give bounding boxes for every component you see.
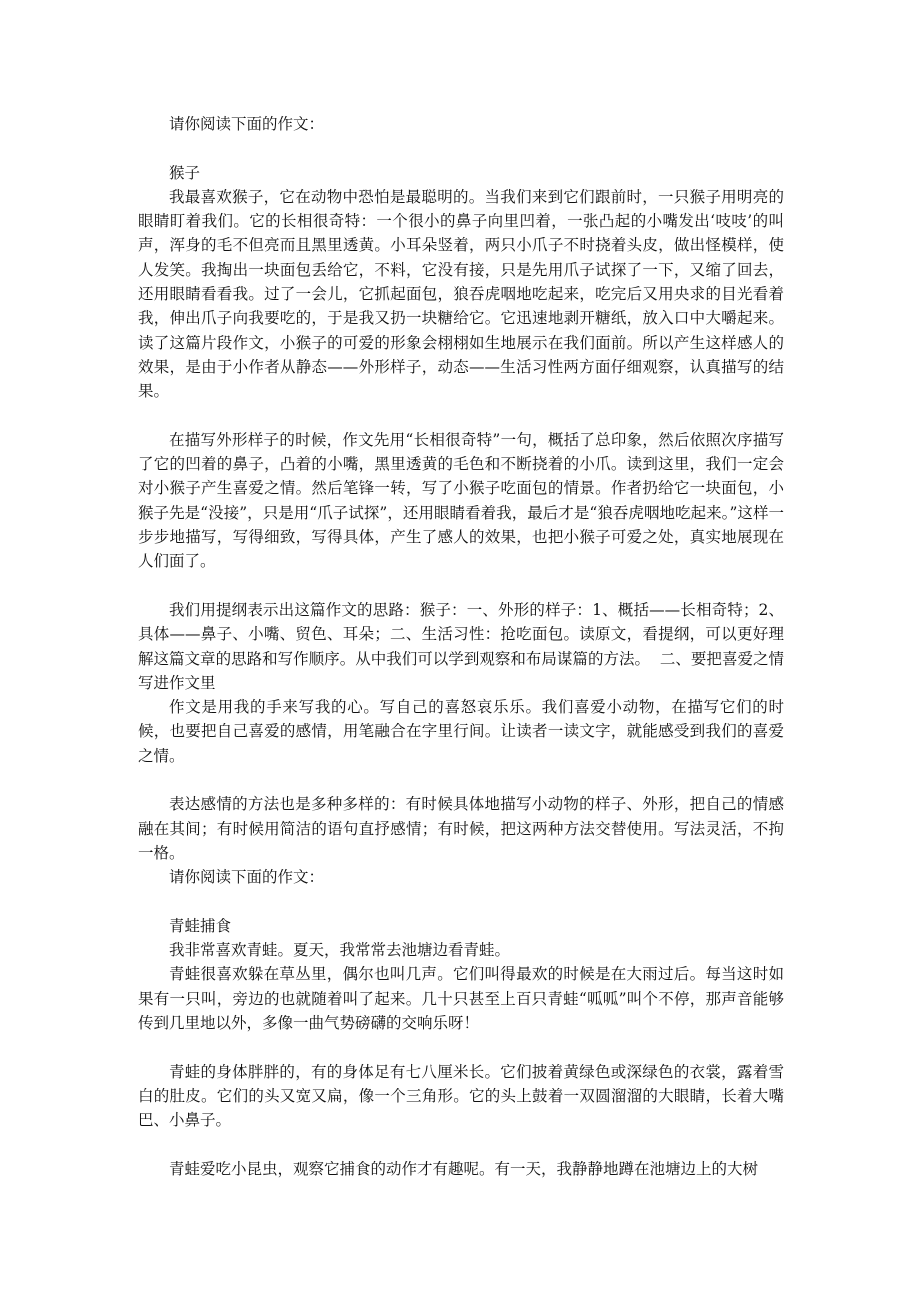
reading-prompt: 请你阅读下面的作文： [169, 115, 325, 133]
paragraph-gap [138, 1132, 784, 1156]
paragraph-gap [138, 136, 784, 160]
essay-paragraph: 我最喜欢猴子，它在动物中恐怕是最聪明的。当我们来到它们跟前时，一只猴子用明亮的眼睛盯着我们。它的长相很奇特：一个很小的鼻子向里凹着，一张凸起的小嘴发出‘吱吱’的叫声，浑身的毛不但亮而且黑里透黄。小耳朵竖着，两只小爪子不时挠着头皮，做出怪模样，使人发笑。我掏出一块面包丢给它，不料，它没有接，只是先用爪子试探了一下，又缩了回去，还用眼睛看看我。过了一会儿，它抓起面包，狼吞虎咽地吃起来，吃完后又用央求的目光看着我，伸出爪子向我要吃的，于是我又扔一块糖给它。它迅速地剥开糖纸，放入口中大嚼起来。读了这篇片段作文，小猴子的可爱的形象会栩栩如生地展示在我们面前。所以产生这样感人的效果，是由于小作者从静态——外形样子，动态——生活习性两方面仔细观察，认真描写的结果。 [138, 187, 784, 401]
paragraph-gap [138, 574, 784, 598]
outline-paragraph: 我们用提纲表示出这篇作文的思路：猴子：一、外形的样子：1、概括——长相奇特；2、具体——鼻子、小嘴、贸色、耳朵；二、生活习性：抢吃面包。读原文，看提纲，可以更好理解这篇文章的思路和写作顺序。从中我们可以学到观察和布局谋篇的方法。 二、要把喜爱之情写进作文里 [138, 600, 784, 692]
document-body [138, 112, 784, 1181]
reading-prompt: 请你阅读下面的作文： [169, 868, 325, 887]
essay-paragraph: 我非常喜欢青蛙。夏天，我常常去池塘边看青蛙。 [169, 941, 511, 960]
essay-title: 猴子 [169, 163, 201, 182]
essay-paragraph: 青蛙的身体胖胖的，有的身体足有七八厘米长。它们披着黄绿色或深绿色的衣裳，露着雪白的肚皮。它们的头又宽又扁，像一个三角形。它的头上鼓着一双圆溜溜的大眼睛，长着大嘴巴、小鼻子。 [138, 1062, 784, 1130]
essay-title: 青蛙捕食 [169, 916, 232, 935]
paragraph-gap [138, 404, 784, 428]
paragraph-gap [138, 768, 784, 792]
paragraph-gap [138, 890, 784, 914]
essay-paragraph: 青蛙很喜欢躲在草丛里，偶尔也叫几声。它们叫得最欢的时候是在大雨过后。每当这时如果有一只叫，旁边的也就随着叫了起来。几十只甚至上百只青蛙“呱呱”叫个不停，那声音能够传到几里地以外，多像一曲气势磅礴的交响乐呀！ [138, 965, 784, 1032]
methods-paragraph: 表达感情的方法也是多种多样的：有时候具体地描写小动物的样子、外形，把自己的情感融在其间；有时候用简洁的语句直抒感情；有时候，把这两种方法交替使用。写法灵活，不拘一格。 [138, 795, 784, 862]
essay-paragraph: 青蛙爱吃小昆虫，观察它捕食的动作才有趣呢。有一天，我静静地蹲在池塘边上的大树 [169, 1159, 759, 1178]
emotion-paragraph: 作文是用我的手来写我的心。写自己的喜怒哀乐乐。我们喜爱小动物，在描写它们的时候，也要把自己喜爱的感情，用笔融合在字里行间。让读者一读文字，就能感受到我们的喜爱之情。 [138, 698, 784, 765]
paragraph-gap [138, 1035, 784, 1059]
analysis-paragraph: 在描写外形样子的时候，作文先用“长相很奇特”一句，概括了总印象，然后依照次序描写了它的凹着的鼻子，凸着的小嘴，黑里透黄的毛色和不断挠着的小爪。读到这里，我们一定会对小猴子产生喜爱之情。然后笔锋一转，写了小猴子吃面包的情景。作者扔给它一块面包，小猴子先是“没接”，只是用“爪子试探”，还用眼睛看着我，最后才是“狼吞虎咽地吃起来。”这样一步步地描写，写得细致，写得具体，产生了感人的效果，也把小猴子可爱之处，真实地展现在人们面了。 [138, 430, 784, 571]
